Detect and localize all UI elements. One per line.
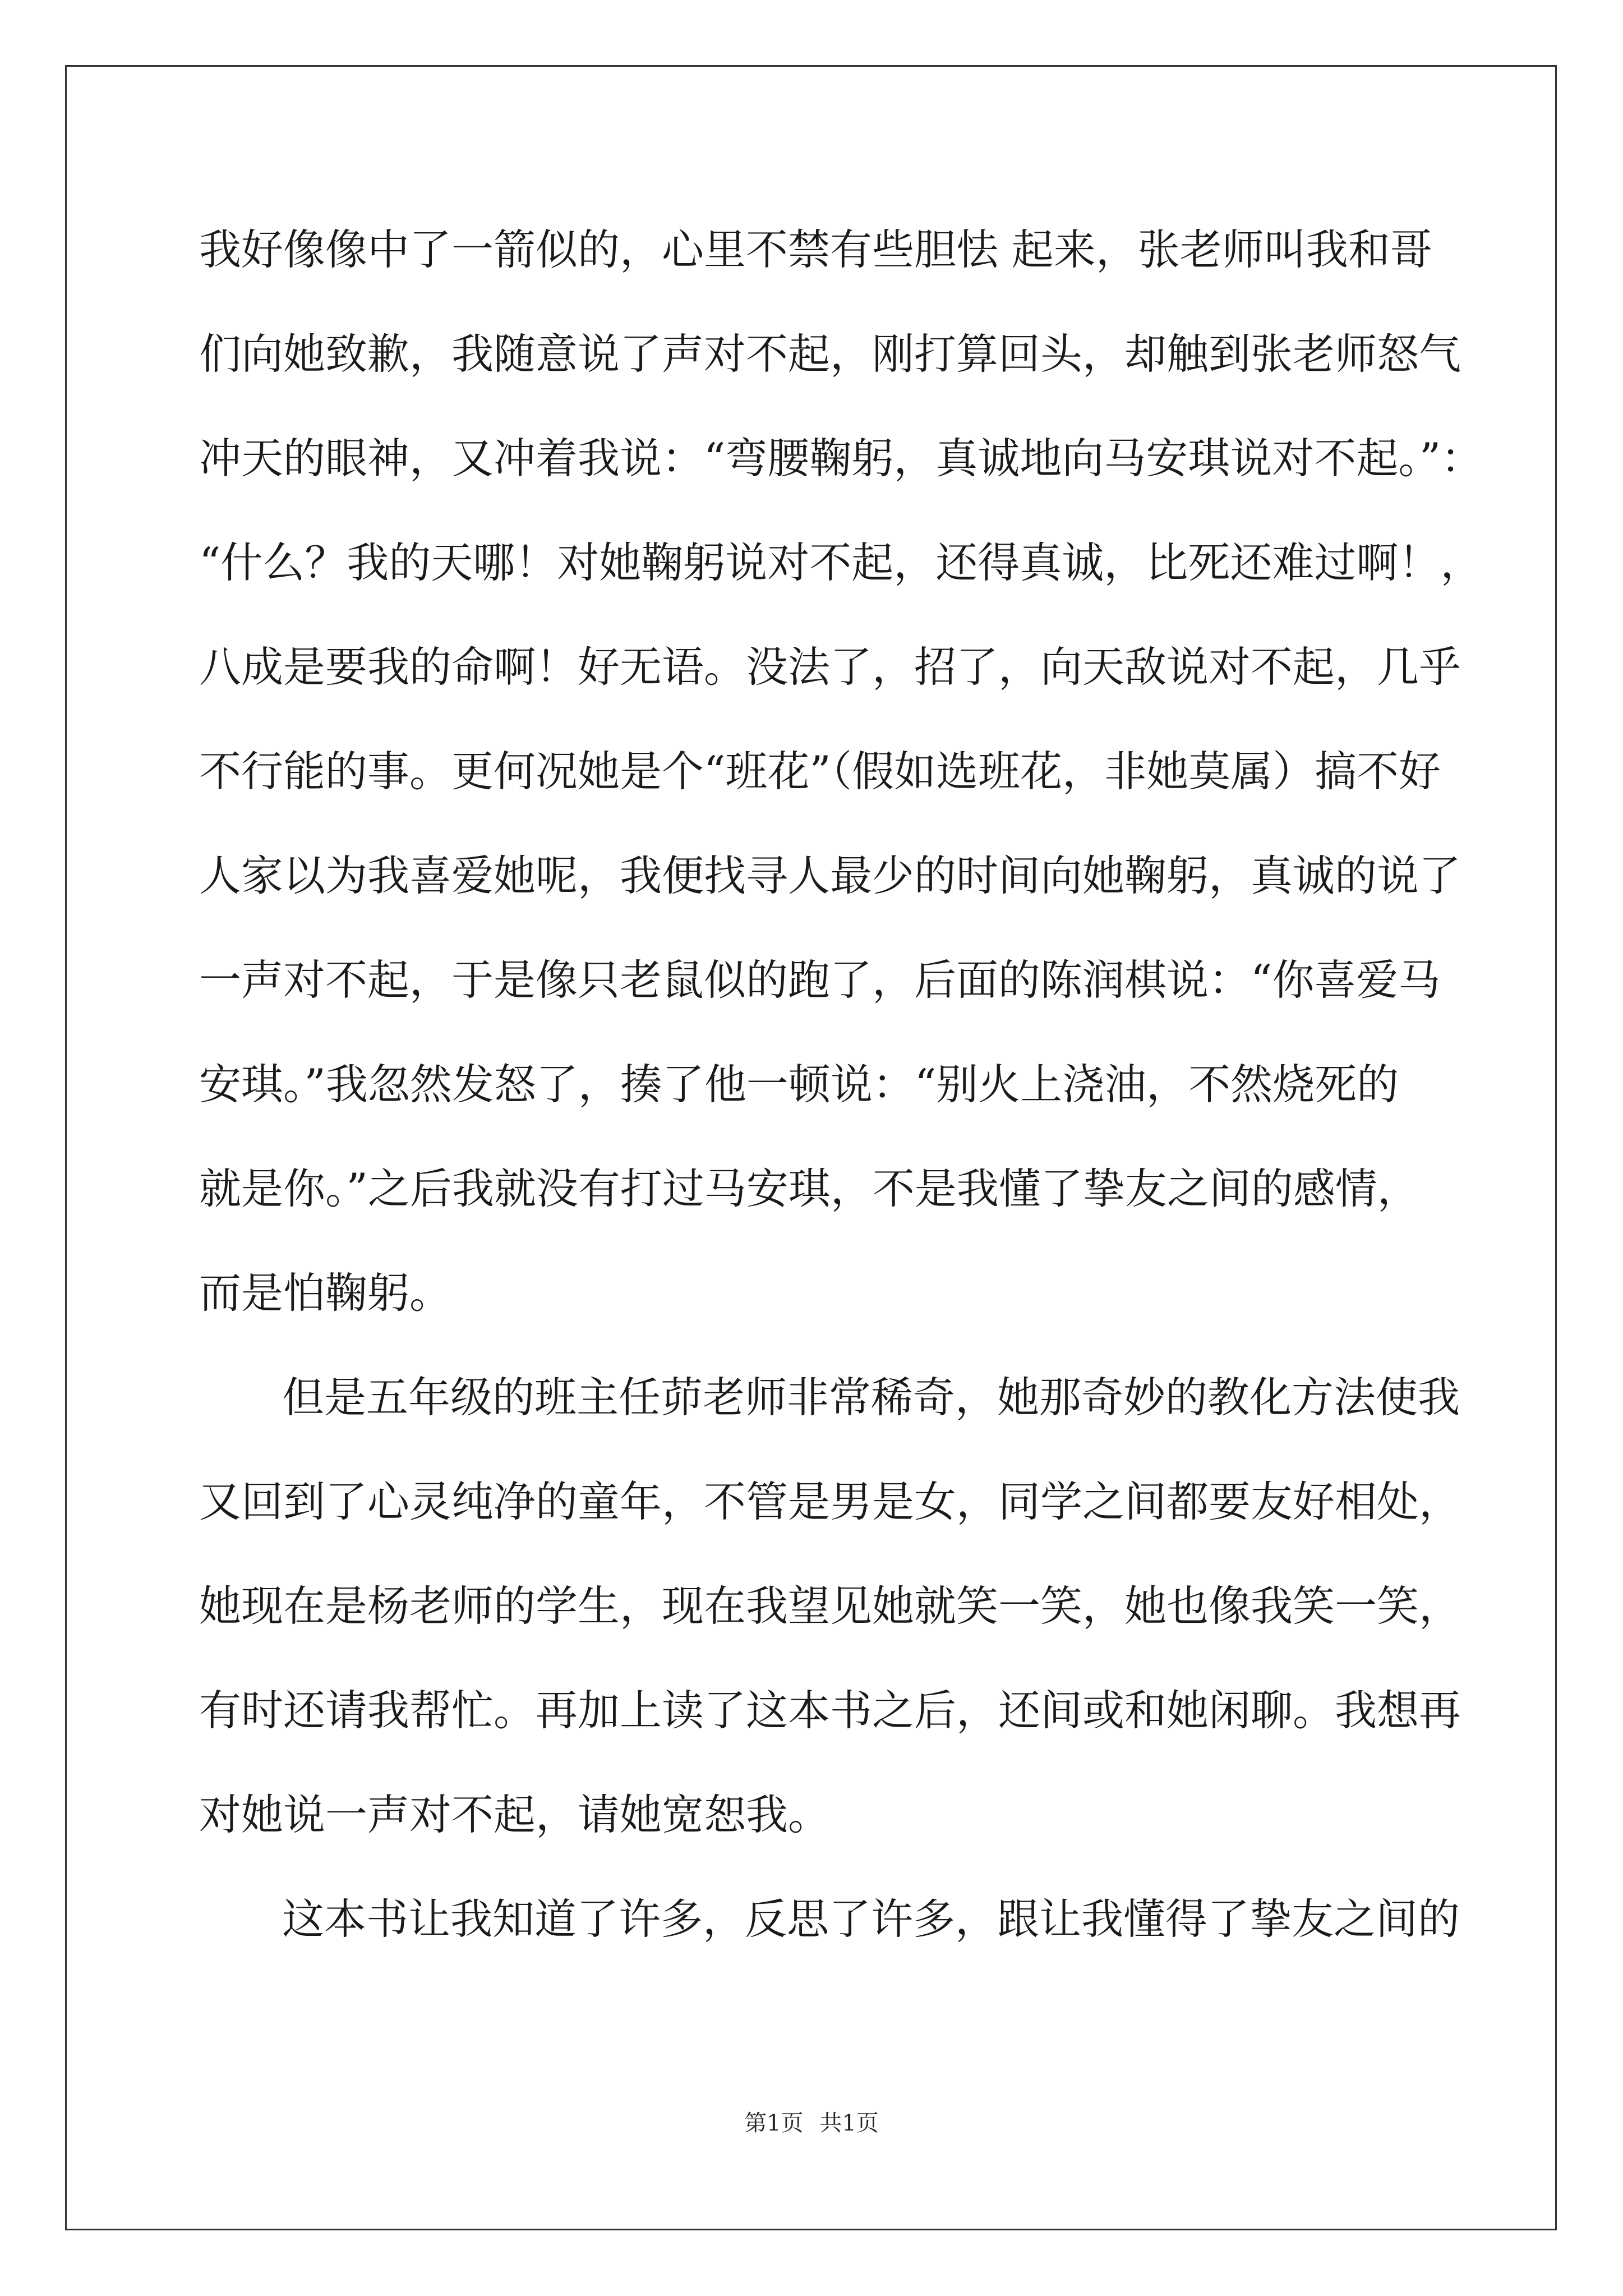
- paragraph-start-line: 但是五年级的班主任茆老师非常稀奇，她那奇妙的教化方法使我: [282, 1373, 1460, 1422]
- page-number: 第1页: [744, 2110, 804, 2136]
- text-line: 们向她致歉，我随意说了声对不起，刚打算回头，却触到张老师怒气: [199, 329, 1461, 379]
- text-line: 我好像像中了一箭似的，心里不禁有些胆怯 起来，张老师叫我和哥: [199, 225, 1432, 274]
- text-line: 对她说一声对不起，请她宽恕我。: [199, 1790, 831, 1839]
- text-line: 有时还请我帮忙。再加上读了这本书之后，还间或和她闲聊。我想再: [199, 1686, 1461, 1735]
- text-line: “什么？我的天哪！对她鞠躬说对不起，还得真诚，比死还难过啊！，: [199, 538, 1483, 587]
- text-line: 人家以为我喜爱她呢，我便找寻人最少的时间向她鞠躬，真诚的说了: [199, 851, 1461, 900]
- page-total: 共1页: [819, 2110, 879, 2136]
- text-line: 八成是要我的命啊！好无语。没法了，招了，向天敌说对不起，几乎: [199, 642, 1461, 692]
- paragraph-start-line: 这本书让我知道了许多，反思了许多，跟让我懂得了挚友之间的: [282, 1894, 1460, 1944]
- text-line: 就是你。”之后我就没有打过马安琪，不是我懂了挚友之间的感情，: [199, 1164, 1419, 1213]
- text-line: 不行能的事。更何况她是个“班花”（假如选班花，非她莫属）搞不好: [199, 747, 1441, 796]
- text-line: 又回到了心灵纯净的童年，不管是男是女，同学之间都要友好相处，: [199, 1477, 1461, 1526]
- text-line: 安琪。”我忽然发怒了，揍了他一顿说：“别火上浇油，不然烧死的: [199, 1060, 1399, 1109]
- text-line: 一声对不起，于是像只老鼠似的跑了，后面的陈润棋说：“你喜爱马: [199, 955, 1441, 1005]
- text-line: 冲天的眼神，又冲着我说：“弯腰鞠躬，真诚地向马安琪说对不起。”：: [199, 434, 1483, 483]
- text-line: 她现在是杨老师的学生，现在我望见她就笑一笑，她也像我笑一笑，: [199, 1581, 1461, 1631]
- page-footer: [0, 2106, 1623, 2140]
- text-line: 而是怕鞠躬。: [199, 1268, 452, 1318]
